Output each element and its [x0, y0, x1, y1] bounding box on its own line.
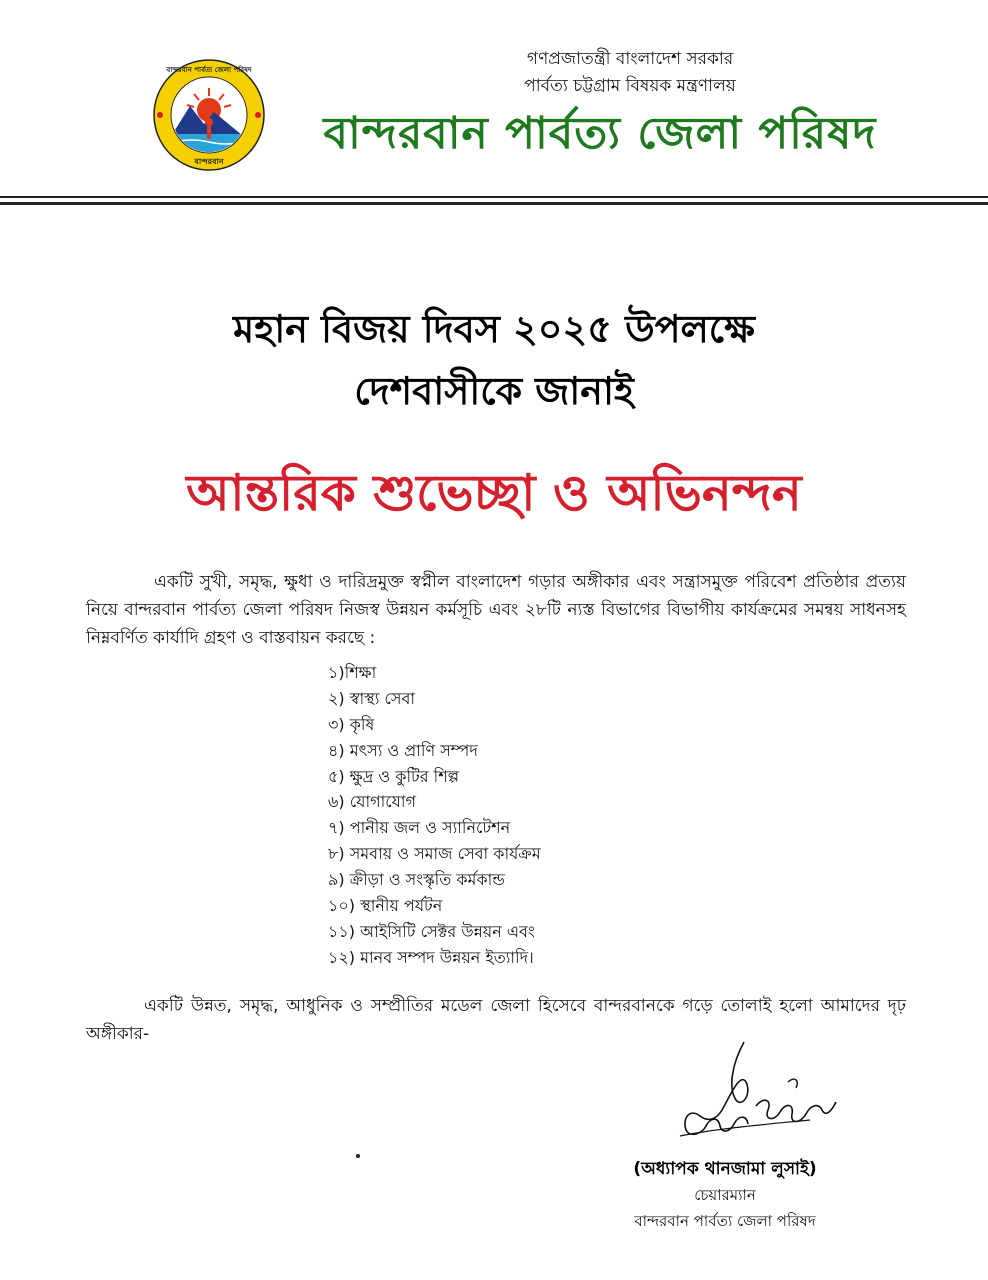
- closing-paragraph: একটি উন্নত, সমৃদ্ধ, আধুনিক ও সম্প্রীতির মডেল জেলা হিসেবে বান্দরবানকে গড়ে তোলাই হলো আমাদের দৃঢ় অঙ্গীকার-: [86, 996, 906, 1044]
- list-item: ৬) যোগাযোগ: [328, 792, 416, 812]
- list-item: ৪) মৎস্য ও প্রাণি সম্পদ: [328, 740, 478, 760]
- ministry-name: পার্বত্য চট্টগ্রাম বিষয়ক মন্ত্রণালয়: [524, 76, 736, 96]
- list-item: ১২) মানব সম্পদ উন্নয়ন ইত্যাদি।: [328, 947, 534, 967]
- list-item: ৭) পানীয় জল ও স্যানিটেশন: [328, 818, 511, 838]
- logo-bottom-text: বান্দরবান: [194, 157, 224, 166]
- list-item: ১১) আইসিটি সেক্টর উন্নয়ন এবং: [328, 921, 535, 941]
- ink-speck: [356, 1154, 360, 1158]
- list-item: ৩) কৃষি: [328, 714, 375, 734]
- letterhead-divider-thick: [0, 202, 988, 205]
- headline-line-2: দেশবাসীকে জানাই: [354, 369, 634, 413]
- list-item: ১)শিক্ষা: [328, 663, 377, 682]
- list-item: ১০) স্থানীয় পর্যটন: [328, 896, 443, 916]
- signatory-name: (অধ্যাপক থানজামা লুসাই): [633, 1159, 817, 1179]
- list-item: ৮) সমবায় ও সমাজ সেবা কার্যক্রম: [328, 844, 541, 864]
- logo-top-text: বান্দরবান পার্বত্য জেলা পরিষদ: [166, 66, 252, 74]
- letterhead-divider: [0, 196, 988, 198]
- greeting-title: আন্তরিক শুভেচ্ছা ও অভিনন্দন: [186, 464, 802, 522]
- intro-paragraph: একটি সুখী, সমৃদ্ধ, ক্ষুধা ও দারিদ্রমুক্ত স্বপ্নীল বাংলাদেশ গড়ার অঙ্গীকার এবং সন্ত্রাসমুক্ত পরিবেশ প্রতিষ্ঠার প্রত্যয় নিয়ে বান্দরবান পার্বত্য জেলা পরিষদ নিজস্ব উন্নয়ন কর্মসূচি এবং ২৮টি ন্যস্ত বিভাগের বিভাগীয় কার্যক্রমের সমন্বয় সাধনসহ নিম্নবর্ণিত কার্যাদি গ্রহণ ও বাস্তবায়ন করছে :: [86, 572, 906, 648]
- council-name: বান্দরবান পার্বত্য জেলা পরিষদ: [323, 108, 877, 159]
- signatory-organization: বান্দরবান পার্বত্য জেলা পরিষদ: [634, 1212, 816, 1230]
- sector-list: [328, 660, 541, 971]
- list-item: ৫) ক্ষুদ্র ও কুটির শিল্প: [328, 766, 460, 786]
- government-name: গণপ্রজাতন্ত্রী বাংলাদেশ সরকার: [526, 49, 734, 69]
- headline-line-1: মহান বিজয় দিবস ২০২৫ উপলক্ষে: [233, 307, 755, 351]
- handwritten-signature: [660, 1036, 850, 1154]
- council-logo: [152, 58, 266, 172]
- list-item: ৯) ক্রীড়া ও সংস্কৃতি কর্মকান্ড: [328, 870, 506, 890]
- list-item: ২) স্বাস্থ্য সেবা: [328, 688, 416, 708]
- signatory-title: চেয়ারম্যান: [694, 1186, 756, 1204]
